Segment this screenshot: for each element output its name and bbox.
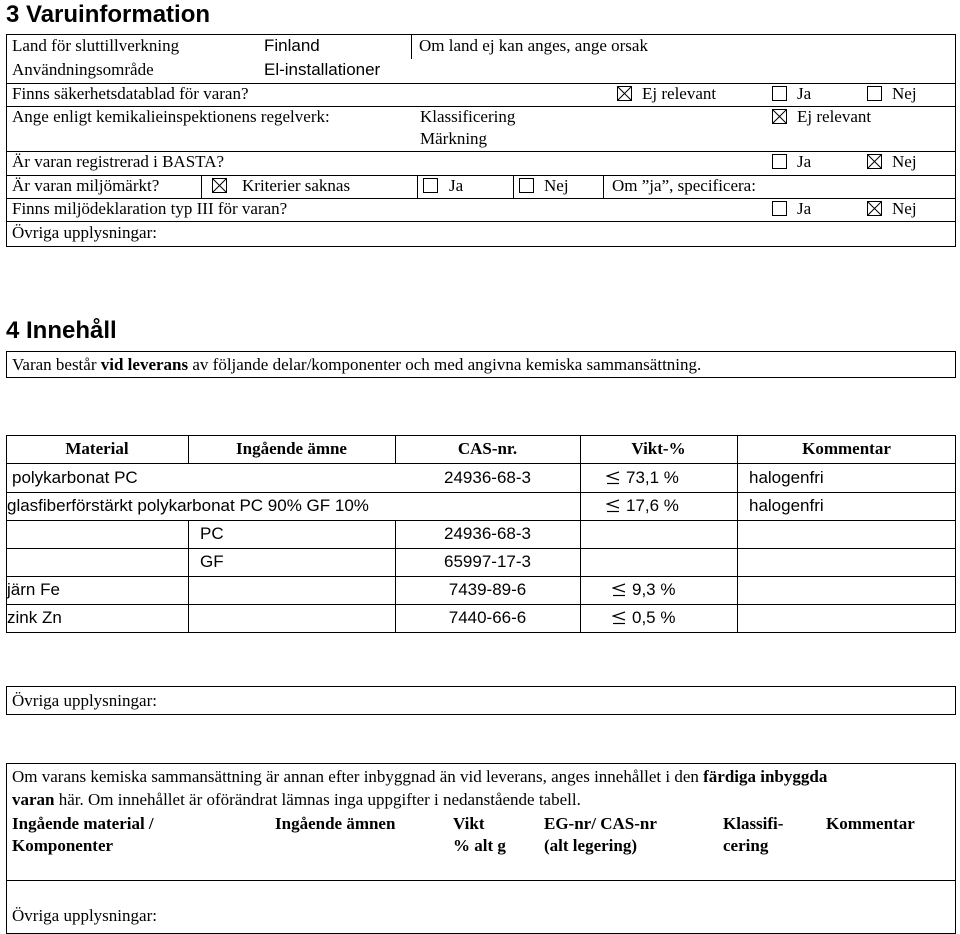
s3-other-label: Övriga upplysningar:	[12, 223, 157, 242]
col-header-cas: CAS-nr.	[457, 439, 518, 458]
basta-ja-label: Ja	[797, 152, 812, 171]
table-row-comment: halogenfri	[749, 468, 824, 487]
built-header-substances: Ingående ämnen	[275, 814, 396, 833]
less-or-equal-icon	[606, 466, 620, 480]
kemi-ej-relevant-label: Ej relevant	[797, 107, 872, 126]
col-header-weight: Vikt-%	[631, 439, 686, 458]
built-header-material-l1: Ingående material /	[12, 814, 154, 833]
s4-other-label: Övriga upplysningar:	[12, 691, 157, 710]
table-row-material: zink Zn	[7, 608, 62, 627]
miljodekl-ja-checkbox[interactable]	[772, 201, 787, 216]
table-row-material: polykarbonat PC	[12, 468, 138, 487]
table-row-weight: 9,3 %	[612, 576, 675, 604]
sds-nej-checkbox[interactable]	[867, 86, 882, 101]
less-or-equal-icon	[612, 606, 626, 620]
table-row-comment: halogenfri	[749, 496, 824, 515]
miljomarkt-ja-checkbox[interactable]	[423, 178, 438, 193]
built-header-cas-l2: (alt legering)	[544, 836, 637, 855]
markning-label: Märkning	[420, 129, 488, 148]
section-3-title: 3 Varuinformation	[6, 1, 211, 28]
less-or-equal-icon	[606, 494, 620, 508]
built-header-class-l1: Klassifi-	[723, 814, 784, 833]
table-row-material: glasfiberförstärkt polykarbonat PC 90% GF 10%	[7, 496, 369, 515]
miljomarkt-kriterier-label: Kriterier saknas	[242, 176, 351, 195]
table-row-cas: 7439-89-6	[448, 580, 527, 599]
col-header-substance: Ingående ämne	[236, 439, 347, 458]
built-header-weight-l2: % alt g	[453, 836, 506, 855]
intro-text: Varan består vid leverans av följande delar/komponenter och med angivna kemiska sammansättning.	[12, 355, 702, 374]
table-row-cas: 7440-66-6	[448, 608, 527, 627]
built-header-material-l2: Komponenter	[12, 836, 114, 855]
built-header-class-l2: cering	[723, 836, 769, 855]
built-in-text-line2: varan här. Om innehållet är oförändrat lämnas inga uppgifter i nedanstående tabell.	[12, 790, 581, 809]
sds-nej-label: Nej	[892, 84, 917, 103]
miljomarkt-label: Är varan miljömärkt?	[12, 176, 160, 195]
basta-nej-checkbox[interactable]	[867, 154, 882, 169]
miljodekl-label: Finns miljödeklaration typ III för varan?	[12, 199, 288, 218]
built-divider	[6, 880, 956, 881]
col-header-material: Material	[65, 439, 129, 458]
sds-ja-checkbox[interactable]	[772, 86, 787, 101]
miljomarkt-kriterier-checkbox[interactable]	[212, 178, 227, 193]
kemi-ej-relevant-checkbox[interactable]	[772, 109, 787, 124]
sds-ej-relevant-checkbox[interactable]	[617, 86, 632, 101]
built-header-cas-l1: EG-nr/ CAS-nr	[544, 814, 657, 833]
s4-other-label-2: Övriga upplysningar:	[12, 906, 157, 925]
miljodekl-nej-checkbox[interactable]	[867, 201, 882, 216]
section-4-title: 4 Innehåll	[6, 317, 117, 344]
miljodekl-ja-label: Ja	[797, 199, 812, 218]
table-row-weight: 0,5 %	[612, 604, 675, 632]
country-label: Land för sluttillverkning	[12, 36, 180, 55]
miljodekl-nej-label: Nej	[892, 199, 917, 218]
miljomarkt-nej-label: Nej	[544, 176, 569, 195]
klassificering-label: Klassificering	[420, 107, 516, 126]
table-row-substance: PC	[200, 524, 224, 543]
table-row-cas: 24936-68-3	[444, 468, 531, 487]
kemi-label: Ange enligt kemikalieinspektionens regelverk:	[12, 107, 330, 126]
table-row-substance: GF	[200, 552, 224, 571]
less-or-equal-icon	[612, 578, 626, 592]
built-in-text-line1: Om varans kemiska sammansättning är annan efter inbyggnad än vid leverans, anges innehållet i den färdiga inbyggda	[12, 767, 828, 786]
usage-label: Användningsområde	[12, 60, 154, 79]
miljomarkt-ja-label: Ja	[449, 176, 464, 195]
usage-value[interactable]: El-installationer	[264, 60, 381, 79]
table-row-weight: 17,6 %	[606, 492, 679, 520]
built-header-comment: Kommentar	[826, 814, 915, 833]
col-header-comment: Kommentar	[802, 439, 891, 458]
basta-nej-label: Nej	[892, 152, 917, 171]
table-row-cas: 65997-17-3	[444, 552, 531, 571]
table-row-weight: 73,1 %	[606, 464, 679, 492]
country-reason-label: Om land ej kan anges, ange orsak	[419, 36, 648, 55]
miljomarkt-nej-checkbox[interactable]	[519, 178, 534, 193]
table-row-material: järn Fe	[7, 580, 60, 599]
sds-ja-label: Ja	[797, 84, 812, 103]
table-row-cas: 24936-68-3	[444, 524, 531, 543]
basta-label: Är varan registrerad i BASTA?	[12, 152, 225, 171]
basta-ja-checkbox[interactable]	[772, 154, 787, 169]
sds-label: Finns säkerhetsdatablad för varan?	[12, 84, 249, 103]
country-value[interactable]: Finland	[264, 36, 320, 55]
sds-ej-relevant-label: Ej relevant	[642, 84, 717, 103]
miljomarkt-specify-label: Om ”ja”, specificera:	[612, 176, 756, 195]
built-header-weight-l1: Vikt	[453, 814, 485, 833]
